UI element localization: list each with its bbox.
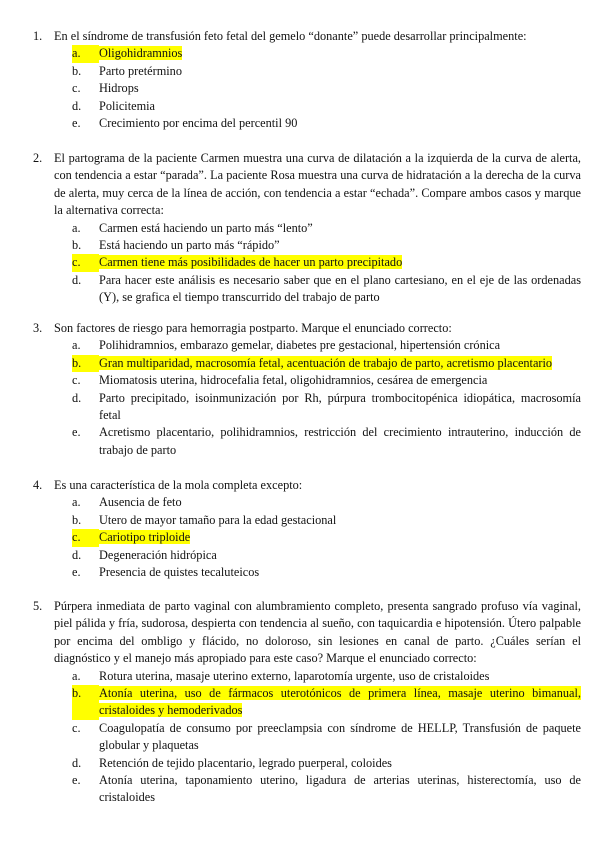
- answer-option: [33, 272, 581, 307]
- option-text: Parto pretérmino: [99, 63, 182, 78]
- answer-option: [33, 755, 581, 772]
- option-text: Acretismo placentario, polihidramnios, restricción del crecimiento intrauterino, inducción de trabajo de parto: [99, 425, 581, 457]
- option-letter: e.: [72, 565, 81, 580]
- answer-options: [33, 45, 581, 132]
- answer-option: [33, 720, 581, 755]
- option-text-highlighted: Atonía uterina, uso de fármacos uterotónicos de primera línea, masaje uterino bimanual, cristaloides y hemoderivados: [99, 686, 581, 718]
- answer-option: [33, 220, 581, 237]
- question-text: En el síndrome de transfusión feto fetal del gemelo “donante” puede desarrollar principalmente:: [54, 29, 527, 43]
- answer-option: [33, 390, 581, 425]
- answer-option: [33, 512, 581, 529]
- option-letter: b.: [72, 685, 99, 720]
- option-letter: c.: [72, 529, 99, 546]
- question-5: [33, 598, 581, 807]
- answer-options: [33, 337, 581, 459]
- option-text-container: [99, 355, 581, 372]
- question-2: [33, 150, 581, 307]
- option-letter: a.: [72, 495, 81, 510]
- option-letter: c.: [72, 81, 81, 96]
- option-text: Degeneración hidrópica: [99, 547, 217, 562]
- option-letter: b.: [72, 355, 99, 372]
- question-number: 3.: [33, 321, 43, 335]
- option-text: Presencia de quistes tecaluteicos: [99, 565, 260, 580]
- option-text-container: [99, 685, 581, 720]
- question-number: 1.: [33, 29, 43, 43]
- question-stem: [33, 598, 581, 668]
- option-text: Miomatosis uterina, hidrocefalia fetal, oligohidramnios, cesárea de emergencia: [99, 373, 488, 388]
- option-text-container: [99, 254, 581, 271]
- option-text: Retención de tejido placentario, legrado puerperal, coloides: [99, 755, 392, 770]
- option-letter: c.: [72, 720, 81, 735]
- answer-options: [33, 220, 581, 307]
- option-letter: a.: [72, 668, 81, 683]
- option-letter: d.: [72, 547, 82, 562]
- question-number: 2.: [33, 151, 43, 165]
- option-letter: e.: [72, 773, 81, 788]
- answer-option: [33, 63, 581, 80]
- option-text: Carmen está haciendo un parto más “lento”: [99, 220, 313, 235]
- option-text-container: [99, 45, 581, 62]
- option-text: Coagulopatía de consumo por preeclampsia con síndrome de HELLP, Transfusión de paquete globular y plaquetas: [99, 720, 581, 753]
- option-text: Para hacer este análisis es necesario saber que en el plano cartesiano, en el eje de las ordenadas (Y), se grafica el tiempo transcurrido del trabajo de parto: [99, 272, 581, 305]
- question-text: Es una característica de la mola completa excepto:: [54, 478, 303, 492]
- option-text-container: [99, 529, 581, 546]
- option-text-highlighted: Oligohidramnios: [99, 46, 183, 61]
- question-stem: [33, 28, 581, 45]
- answer-option: [33, 98, 581, 115]
- option-text-highlighted: Carmen tiene más posibilidades de hacer un parto precipitado: [99, 255, 403, 270]
- answer-option: [33, 337, 581, 354]
- answer-option: [33, 668, 581, 685]
- option-letter: c.: [72, 373, 81, 388]
- option-text: Polihidramnios, embarazo gemelar, diabetes pre gestacional, hipertensión crónica: [99, 338, 501, 353]
- option-letter: d.: [72, 272, 82, 287]
- question-text: Son factores de riesgo para hemorragia postparto. Marque el enunciado correcto:: [54, 321, 452, 335]
- question-stem: [33, 320, 581, 337]
- option-letter: d.: [72, 390, 82, 405]
- option-text: Está haciendo un parto más “rápido”: [99, 238, 280, 253]
- answer-option: [33, 494, 581, 511]
- answer-option: [33, 424, 581, 459]
- answer-option: [33, 372, 581, 389]
- question-text: Púrpera inmediata de parto vaginal con alumbramiento completo, presenta sangrado profuso vía vaginal, piel pálida y fría, sudorosa, despierta con tendencia al sueño, con taquicardia e hipotensión. Útero palpable por encima del ombligo y flácido, no doloroso, sin lesiones en canal de parto. ¿Cuáles serían el diagnóstico y el manejo más apropiado para este caso? Marque el enunciado correcto:: [54, 599, 581, 666]
- option-text: Utero de mayor tamaño para la edad gestacional: [99, 512, 337, 527]
- option-letter: b.: [72, 238, 82, 253]
- answer-option-highlighted: [33, 355, 581, 372]
- answer-option-highlighted: [33, 254, 581, 271]
- option-letter: d.: [72, 98, 82, 113]
- answer-option: [33, 80, 581, 97]
- question-1: [33, 28, 581, 132]
- option-text: Crecimiento por encima del percentil 90: [99, 116, 298, 131]
- option-letter: e.: [72, 116, 81, 131]
- answer-option: [33, 564, 581, 581]
- option-text: Ausencia de feto: [99, 495, 182, 510]
- question-stem: [33, 150, 581, 220]
- option-text: Rotura uterina, masaje uterino externo, laparotomía urgente, uso de cristaloides: [99, 668, 490, 683]
- option-letter: a.: [72, 45, 99, 62]
- question-number: 5.: [33, 599, 43, 613]
- option-letter: b.: [72, 63, 82, 78]
- answer-option-highlighted: [33, 529, 581, 546]
- question-3: [33, 320, 581, 459]
- option-letter: e.: [72, 425, 81, 440]
- option-letter: c.: [72, 254, 99, 271]
- question-number: 4.: [33, 478, 43, 492]
- answer-option-highlighted: [33, 45, 581, 62]
- option-text: Policitemia: [99, 98, 156, 113]
- answer-option: [33, 547, 581, 564]
- option-text: Parto precipitado, isoinmunización por Rh, púrpura trombocitopénica idiopática, macrosomía fetal: [99, 390, 581, 423]
- question-stem: [33, 477, 581, 494]
- answer-option: [33, 772, 581, 807]
- option-letter: d.: [72, 755, 82, 770]
- question-text: El partograma de la paciente Carmen muestra una curva de dilatación a la izquierda de la curva de alerta, con tendencia a estar “parada”. La paciente Rosa muestra una curva de hidratación a la derecha de la curva de alerta, muy cerca de la línea de acción, con tendencia a estar “echada”. Compare ambos casos y marque la alternativa correcta:: [54, 151, 581, 218]
- option-letter: b.: [72, 512, 82, 527]
- option-text: Atonía uterina, taponamiento uterino, ligadura de arterias uterinas, histerectomía, uso de cristaloides: [99, 773, 581, 805]
- answer-option: [33, 237, 581, 254]
- option-letter: a.: [72, 220, 81, 235]
- option-text-highlighted: Gran multiparidad, macrosomía fetal, acentuación de trabajo de parto, acretismo placentario: [99, 355, 553, 370]
- question-4: [33, 477, 581, 581]
- answer-option: [33, 115, 581, 132]
- answer-options: [33, 494, 581, 581]
- option-letter: a.: [72, 338, 81, 353]
- option-text-highlighted: Cariotipo triploide: [99, 530, 191, 545]
- option-text: Hidrops: [99, 81, 139, 96]
- answer-options: [33, 668, 581, 807]
- answer-option-highlighted: [33, 685, 581, 720]
